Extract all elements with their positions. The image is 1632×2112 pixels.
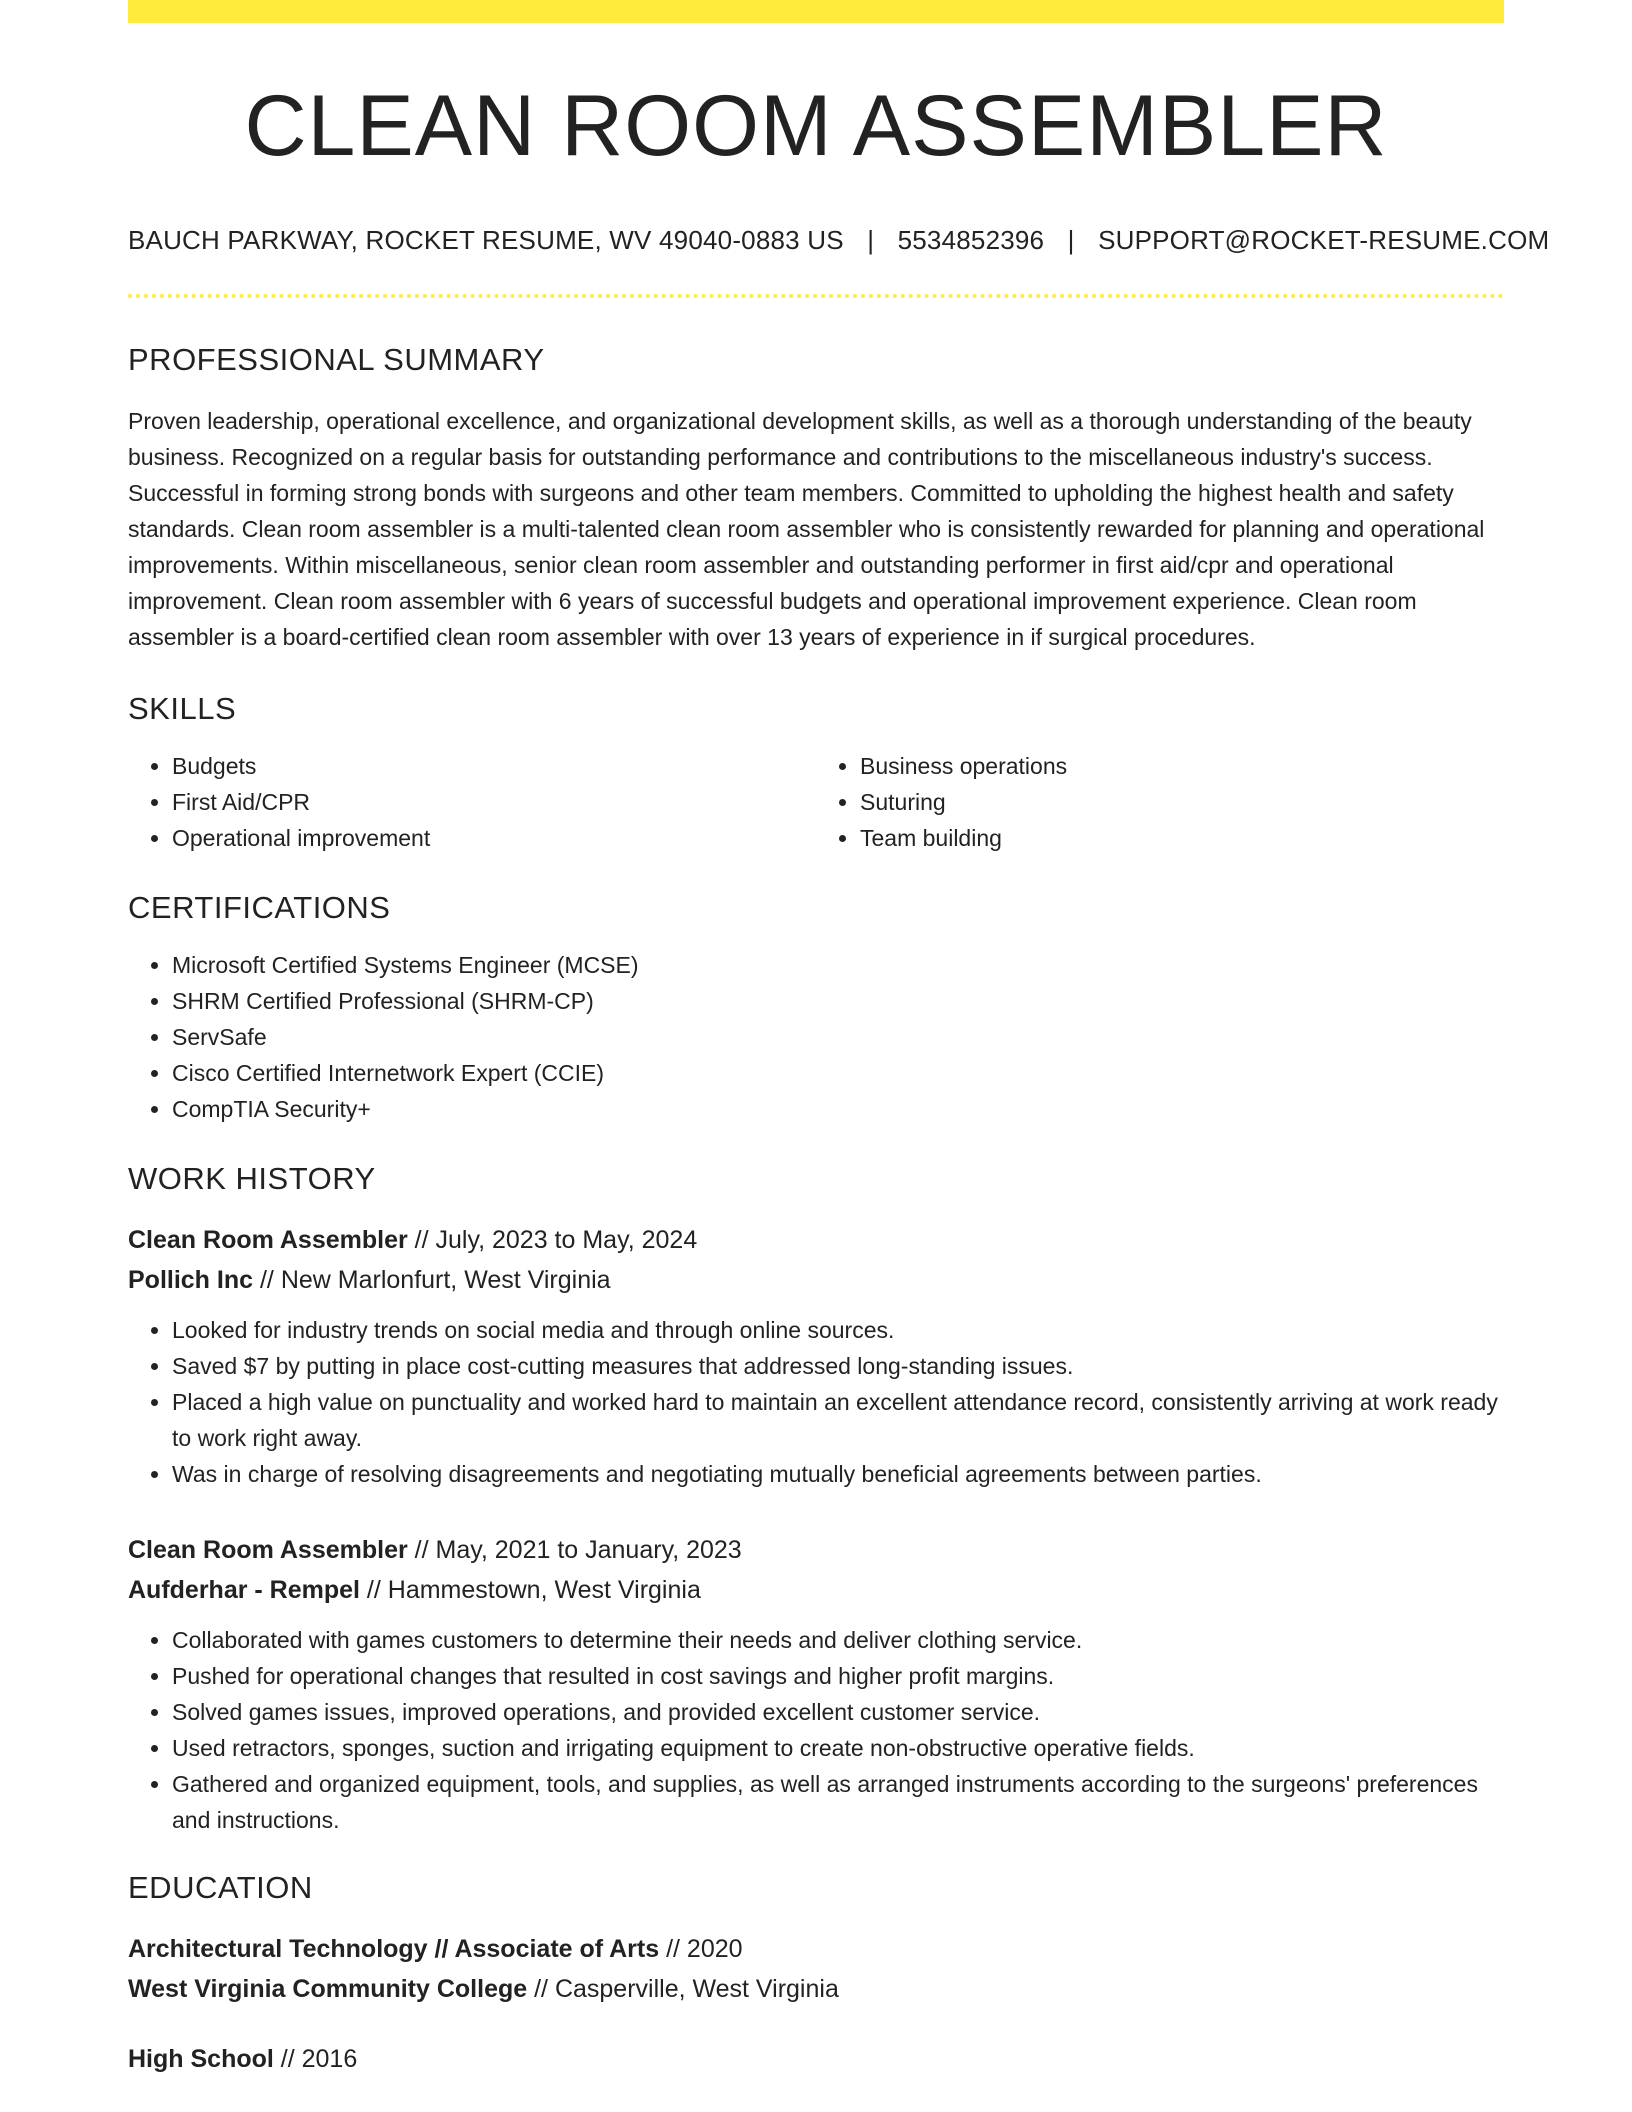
certifications-list [128,947,1504,1127]
job-location: // Hammestown, West Virginia [359,1576,701,1604]
job-bullets [128,1622,1504,1838]
education-entry [128,1929,1504,2009]
skills-list-right [816,748,1504,856]
job-location: // New Marlonfurt, West Virginia [253,1266,611,1294]
skill-item: • Suturing [860,784,1504,820]
education-degree-line [128,2039,1504,2079]
job-bullet: • Placed a high value on punctuality and worked hard to maintain an excellent attendance record, consistently arriving at work ready to work right away. [172,1384,1504,1456]
education-degree-line [128,1929,1504,1969]
skill-item: • Business operations [860,748,1504,784]
education-heading: EDUCATION [128,1870,313,1905]
job-bullet: • Pushed for operational changes that resulted in cost savings and higher profit margins. [172,1658,1504,1694]
certification-item: • Microsoft Certified Systems Engineer (MCSE) [172,947,1504,983]
skills-columns [128,748,1504,856]
job-company-line [128,1260,1504,1300]
skills-heading: SKILLS [128,691,237,726]
job-entry [128,1220,1504,1492]
certification-item: • CompTIA Security+ [172,1091,1504,1127]
contact-phone: 5534852396 [897,225,1045,255]
job-dates: // July, 2023 to May, 2024 [407,1226,698,1254]
job-company: Aufderhar - Rempel [128,1576,360,1604]
job-bullet: • Looked for industry trends on social media and through online sources. [172,1312,1504,1348]
job-bullet: • Collaborated with games customers to determine their needs and deliver clothing service. [172,1622,1504,1658]
job-title: Clean Room Assembler [128,1226,408,1254]
certifications-heading: CERTIFICATIONS [128,890,391,925]
contact-separator: | [1067,225,1075,255]
job-dates: // May, 2021 to January, 2023 [407,1536,742,1564]
job-title-line [128,1530,1504,1570]
summary-heading: PROFESSIONAL SUMMARY [128,342,545,377]
contact-separator: | [867,225,875,255]
skill-item: • First Aid/CPR [172,784,816,820]
resume-title: CLEAN ROOM ASSEMBLER [244,78,1388,174]
skill-item: • Operational improvement [172,820,816,856]
skill-item: • Team building [860,820,1504,856]
work-history-heading: WORK HISTORY [128,1161,376,1196]
job-bullet: • Used retractors, sponges, suction and irrigating equipment to create non-obstructive operative fields. [172,1730,1504,1766]
job-bullet: • Gathered and organized equipment, tools, and supplies, as well as arranged instruments according to the surgeons' preferences and instructions. [172,1766,1504,1838]
resume-page [128,0,1550,2079]
header-divider [128,294,1504,298]
job-title: Clean Room Assembler [128,1536,408,1564]
education-location: // Casperville, West Virginia [527,1975,839,2003]
certification-item: • SHRM Certified Professional (SHRM-CP) [172,983,1504,1019]
job-title-line [128,1220,1504,1260]
skill-item: • Budgets [172,748,816,784]
job-entry [128,1530,1504,1838]
education-school: West Virginia Community College [128,1975,528,2003]
job-company-line [128,1570,1504,1610]
education-entry [128,2039,1504,2079]
job-bullets [128,1312,1504,1492]
top-accent-bar [128,0,1504,23]
contact-line [128,225,1550,256]
education-year: // 2016 [273,2045,358,2073]
skills-list-left [128,748,816,856]
contact-address: BAUCH PARKWAY, ROCKET RESUME, WV 49040-0883 US [128,225,844,255]
education-school-line [128,1969,1504,2009]
certification-item: • Cisco Certified Internetwork Expert (CCIE) [172,1055,1504,1091]
certification-item: • ServSafe [172,1019,1504,1055]
job-bullet: • Saved $7 by putting in place cost-cutting measures that addressed long-standing issues. [172,1348,1504,1384]
job-bullet: • Was in charge of resolving disagreements and negotiating mutually beneficial agreements between parties. [172,1456,1504,1492]
education-degree: Architectural Technology // Associate of Arts [128,1935,660,1963]
job-company: Pollich Inc [128,1266,254,1294]
contact-email: SUPPORT@ROCKET-RESUME.COM [1098,225,1550,255]
education-degree: High School [128,2045,274,2073]
summary-text: Proven leadership, operational excellence, and organizational development skills, as well as a thorough understanding of the beauty business. Recognized on a regular basis for outstanding performance and contributions to the miscellaneous industry's success. Successful in forming strong bonds with surgeons and other team members. Committed to upholding the highest health and safety standards. Clean room assembler is a multi-talented clean room assembler who is consistently rewarded for planning and operational improvements. Within miscellaneous, senior clean room assembler and outstanding performer in first aid/cpr and operational improvement. Clean room assembler with 6 years of successful budgets and operational improvement experience. Clean room assembler is a board-certified clean room assembler with over 13 years of experience in if surgical procedures. [128,408,1485,650]
job-bullet: • Solved games issues, improved operations, and provided excellent customer service. [172,1694,1504,1730]
education-year: // 2020 [659,1935,743,1963]
